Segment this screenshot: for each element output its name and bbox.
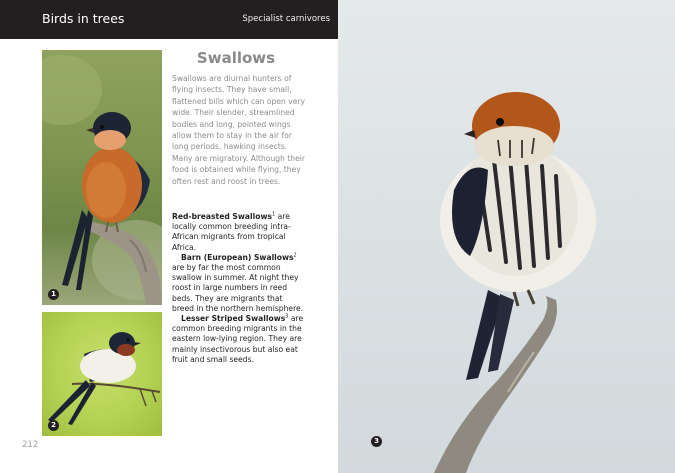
species-paragraph-1: [172, 212, 306, 253]
barn-swallow-illustration: [42, 312, 162, 436]
species-paragraph-3: [172, 314, 306, 365]
red-breasted-swallow-illustration: [42, 50, 162, 305]
species-text-3: are common breeding migrants in the eastern low-lying region. They are mainly insectivorous but also eat fruit and small seeds.: [172, 314, 304, 364]
species-paragraph-2: [172, 253, 306, 314]
species-ref-3: 3: [285, 313, 289, 320]
photo-1-badge: 1: [48, 289, 59, 300]
species-name-1: Red-breasted Swallows: [172, 212, 272, 221]
article-heading: Swallows: [196, 49, 276, 67]
barn-swallow-photo: [42, 312, 162, 436]
lesser-striped-swallow-illustration: [338, 0, 675, 473]
article-body: [172, 212, 306, 365]
page-number: 212: [22, 440, 39, 450]
photo-3-badge: 3: [371, 436, 382, 447]
species-ref-1: 1: [272, 211, 276, 218]
lesser-striped-swallow-photo: [338, 0, 675, 473]
species-text-2: are by far the most common swallow in summer. At night they roost in large numbers in reed beds. They are migrants that breed in the northern hemisphere.: [172, 263, 304, 313]
chapter-header-bar: [0, 0, 338, 39]
species-name-2: Barn (European) Swallows: [181, 252, 294, 262]
species-name-3: Lesser Striped Swallows: [181, 314, 286, 324]
chapter-title: Birds in trees: [42, 11, 125, 26]
species-text-1: are locally common breeding intra-African migrants from tropical Africa.: [172, 212, 291, 252]
article-intro: Swallows are diurnal hunters of flying insects. They have small, flattened bills which can open very wide. Their slender, streamlined bodies and long, pointed wings allow them to stay in the air for long periods, hawking insects. Many are migratory. Although their food is obtained while flying, they often rest and roost in trees.: [172, 74, 306, 186]
red-breasted-swallow-photo: [42, 50, 162, 305]
photo-2-badge: 2: [48, 420, 59, 431]
chapter-subtitle: Specialist carnivores: [242, 14, 330, 24]
species-ref-2: 2: [293, 252, 297, 259]
